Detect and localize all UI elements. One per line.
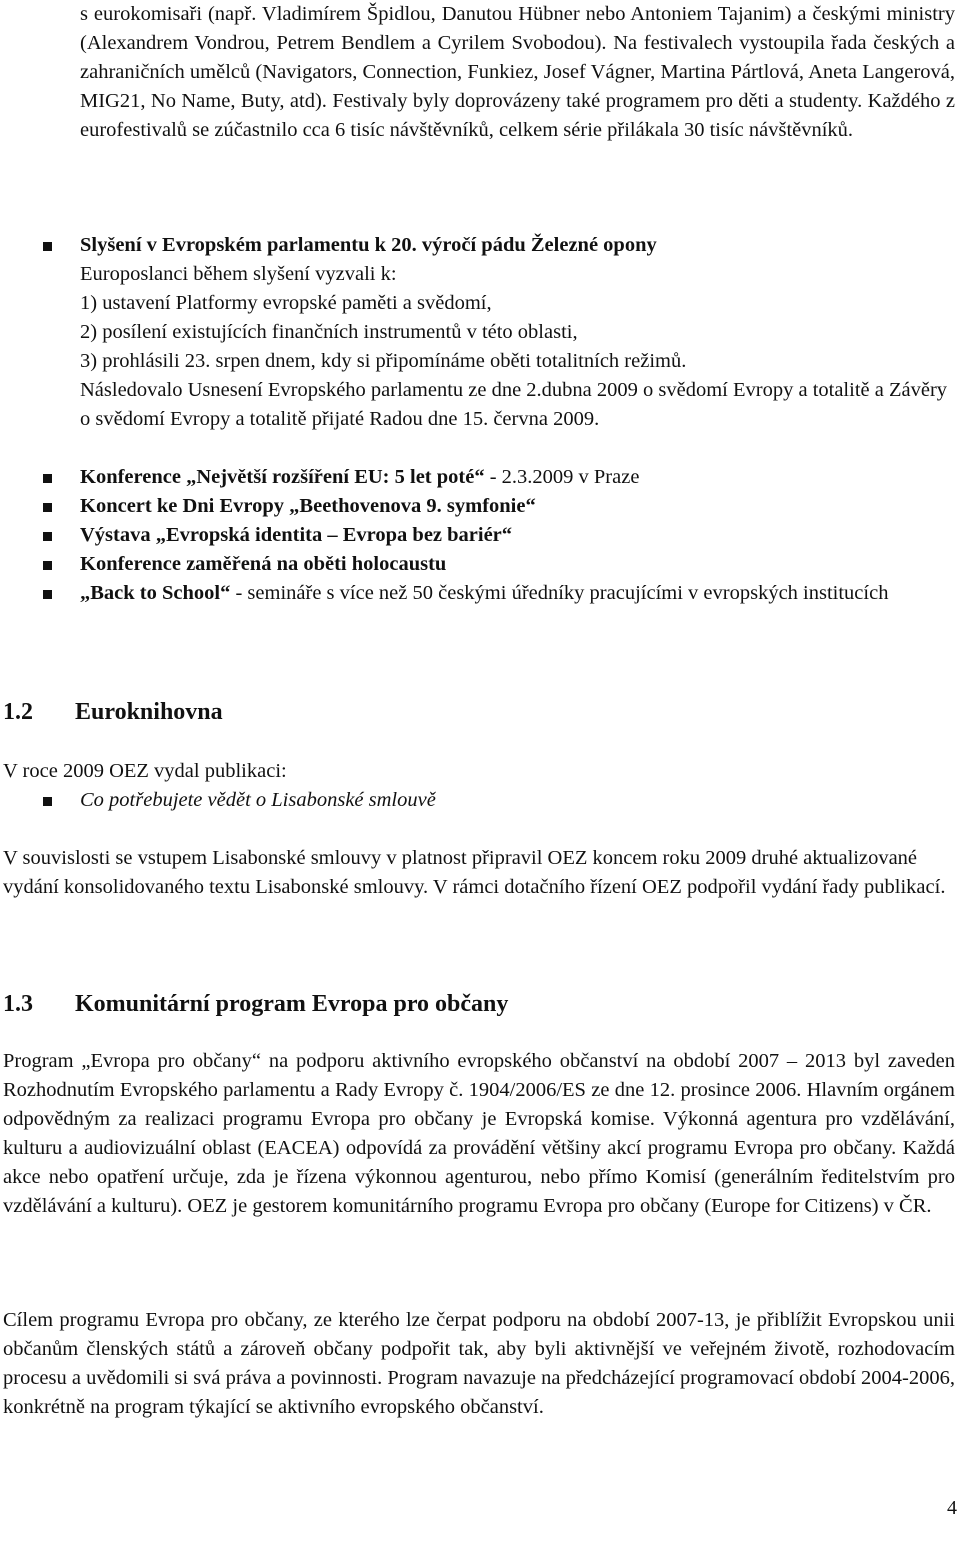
bullet-icon — [43, 474, 52, 483]
event-holocaust-conference: Konference zaměřená na oběti holocaustu — [80, 553, 447, 575]
hearing-title: Slyšení v Evropském parlamentu k 20. výročí pádu Železné opony — [80, 234, 657, 256]
hearing-item: 2) posílení existujících finančních instrumentů v této oblasti, — [80, 321, 578, 343]
event-back-to-school-desc: - semináře s více než 50 českými úředníky pracujícími v evropských institucích — [230, 582, 889, 604]
section13-paragraph-1: Program „Evropa pro občany“ na podporu aktivního evropského občanství na období 2007 – 2013 byl zaveden Rozhodnutím Evropského parlamentu a Rady Evropy č. 1904/2006/ES ze dne 12. prosince 2006. Hlavním orgánem odpovědným za realizaci programu Evropa pro občany je Evropská komise. Výkonná agentura pro vzdělávání, kulturu a audiovizuální oblast (EACEA) odpovídá za provádění většiny akcí programu Evropa pro občany. Každá akce nebo opatření určuje, zda je řízena výkonnou agenturou, nebo přímo Komisí (generálním ředitelstvím pro vzdělávání a kulturu). OEZ je gestorem komunitárního programu Evropa pro občany (Europe for Citizens) v ČR. — [3, 1050, 955, 1217]
page-number: 4 — [947, 1497, 957, 1519]
bullet-icon — [43, 242, 52, 251]
intro-paragraph: s eurokomisaři (např. Vladimírem Špidlou, Danutou Hübner nebo Antoniem Tajanim) a českými ministry (Alexandrem Vondrou, Petrem Bendlem a Cyrilem Svobodou). Na festivalech vystoupila řada českých a zahraničních umělců (Navigators, Connection, Funkiez, Josef Vágner, Martina Pártlová, Aneta Langerová, MIG21, No Name, Buty, atd). Festivaly byly doprovázeny také programem pro děti a studenty. Každého z eurofestivalů se zúčastnilo cca 6 tisíc návštěvníků, celkem série přilákala 30 tisíc návštěvníků. — [80, 3, 955, 141]
hearing-line: Europoslanci během slyšení vyzvali k: — [80, 263, 397, 285]
section12-paragraph: V souvislosti se vstupem Lisabonské smlouvy v platnost připravil OEZ koncem roku 2009 druhé aktualizované vydání konsolidovaného textu Lisabonské smlouvy. V rámci dotačního řízení OEZ podpořil vydání řady publikací. — [3, 847, 946, 898]
hearing-block — [80, 231, 955, 434]
bullet-icon — [43, 590, 52, 599]
section-title: Euroknihovna — [75, 699, 223, 725]
section12-intro: V roce 2009 OEZ vydal publikaci: — [3, 760, 287, 782]
section-heading — [3, 989, 508, 1019]
bullet-icon — [43, 532, 52, 541]
section-number: 1.3 — [3, 991, 33, 1017]
section-number: 1.2 — [3, 699, 33, 725]
bullet-icon — [43, 561, 52, 570]
hearing-resolution: Následovalo Usnesení Evropského parlamentu ze dne 2.dubna 2009 o svědomí Evropy a totalitě a Závěry o svědomí Evropy a totalitě přijaté Radou dne 15. června 2009. — [80, 379, 948, 430]
publication-title: Co potřebujete vědět o Lisabonské smlouvě — [80, 789, 436, 811]
event-back-to-school — [80, 579, 955, 608]
event-concert: Koncert ke Dni Evropy „Beethovenova 9. symfonie“ — [80, 495, 536, 517]
hearing-item: 3) prohlásili 23. srpen dnem, kdy si připomínáme oběti totalitních režimů. — [80, 350, 687, 372]
event-conference-date: - 2.3.2009 v Praze — [484, 466, 640, 488]
event-exhibition: Výstava „Evropská identita – Evropa bez bariér“ — [80, 524, 513, 546]
event-conference-title: Konference „Největší rozšíření EU: 5 let poté“ — [80, 466, 485, 488]
bullet-icon — [43, 797, 52, 806]
event-conference — [80, 463, 955, 492]
section-heading — [3, 697, 223, 727]
bullet-icon — [43, 503, 52, 512]
section-title: Komunitární program Evropa pro občany — [75, 991, 509, 1017]
section13-paragraph-2: Cílem programu Evropa pro občany, ze kterého lze čerpat podporu na období 2007-13, je přiblížit Evropskou unii občanům členských států a zároveň občany podpořit tak, aby byli aktivnější ve veřejném životě, rozhodovacím procesu a uvědomili si svá práva a povinnosti. Program navazuje na předcházející programovací období 2004-2006, konkrétně na program týkající se aktivního evropského občanství. — [3, 1309, 955, 1418]
event-back-to-school-title: „Back to School“ — [80, 582, 231, 604]
hearing-item: 1) ustavení Platformy evropské paměti a svědomí, — [80, 292, 492, 314]
